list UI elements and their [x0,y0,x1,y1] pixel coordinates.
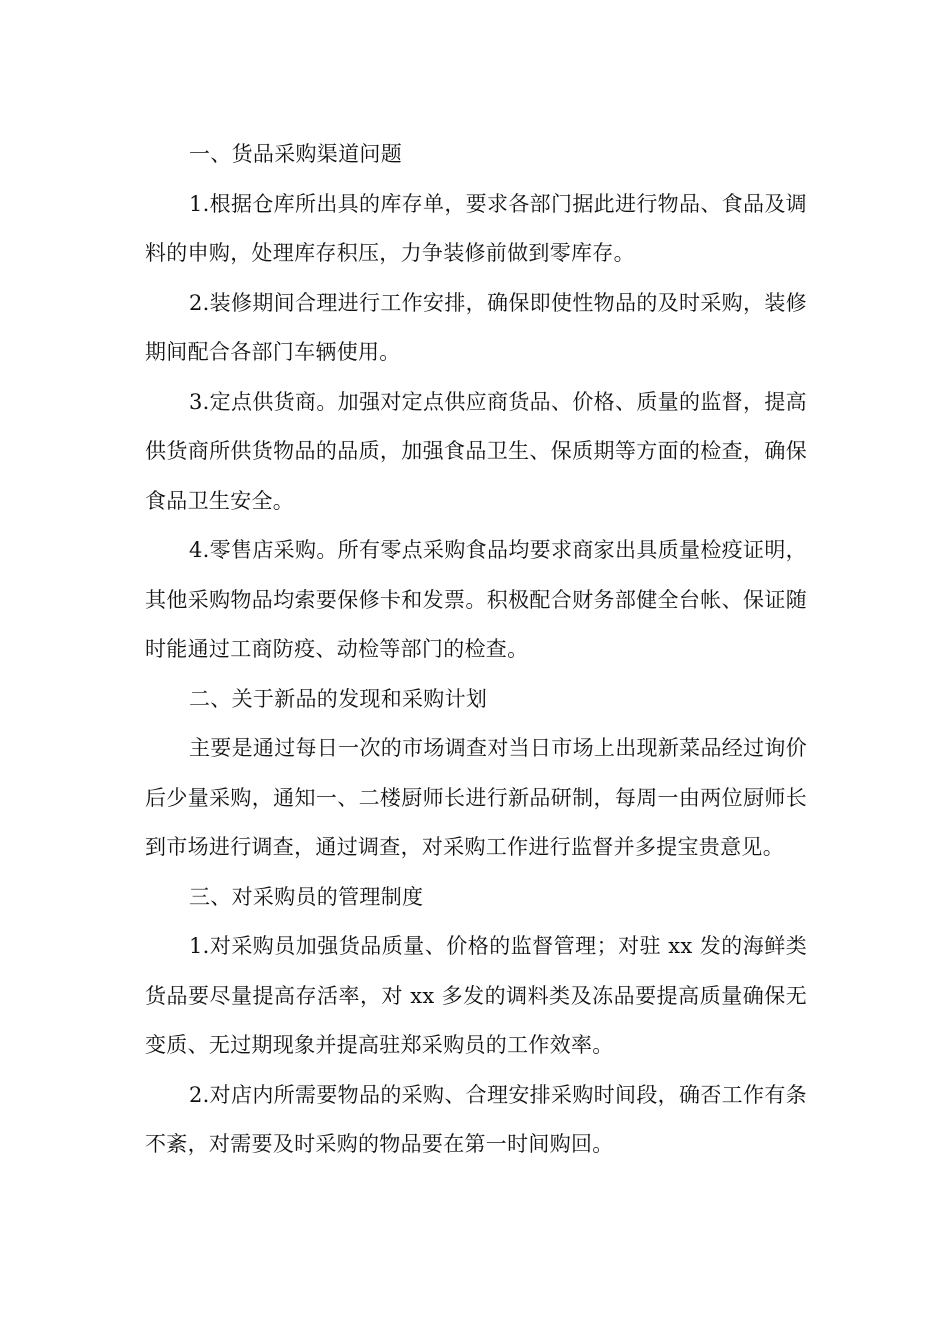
paragraph-1-4: 4.零售店采购。所有零点采购食品均要求商家出具质量检疫证明，其他采购物品均索要保修卡和发票。积极配合财务部健全台帐、保证随时能通过工商防疫、动检等部门的检查。 [145,538,807,661]
section-heading-2: 二、关于新品的发现和采购计划 [189,686,488,711]
paragraph-1-1: 1.根据仓库所出具的库存单，要求各部门据此进行物品、食品及调料的申购，处理库存积压，力争装修前做到零库存。 [145,191,807,265]
paragraph-3-1: 1.对采购员加强货品质量、价格的监督管理；对驻 xx 发的海鲜类货品要尽量提高存活率，对 xx 多发的调料类及冻品要提高质量确保无变质、无过期现象并提高驻郑采购员的工作效率。 [145,934,807,1057]
paragraph-2-1: 主要是通过每日一次的市场调查对当日市场上出现新菜品经过询价后少量采购，通知一、二楼厨师长进行新品研制，每周一由两位厨师长到市场进行调查，通过调查，对采购工作进行监督并多提宝贵意见。 [145,736,807,859]
section-heading-1: 一、货品采购渠道问题 [189,142,402,166]
paragraph-3-2: 2.对店内所需要物品的采购、合理安排采购时间段，确否工作有条不紊，对需要及时采购的物品要在第一时间购回。 [145,1082,807,1156]
paragraph-1-3: 3.定点供货商。加强对定点供应商货品、价格、质量的监督，提高供货商所供货物品的品质，加强食品卫生、保质期等方面的检查，确保食品卫生安全。 [145,389,807,513]
paragraph-1-2: 2.装修期间合理进行工作安排，确保即使性物品的及时采购，装修期间配合各部门车辆使用。 [145,290,807,364]
document-body [145,130,807,1170]
section-heading-3: 三、对采购员的管理制度 [189,884,424,909]
